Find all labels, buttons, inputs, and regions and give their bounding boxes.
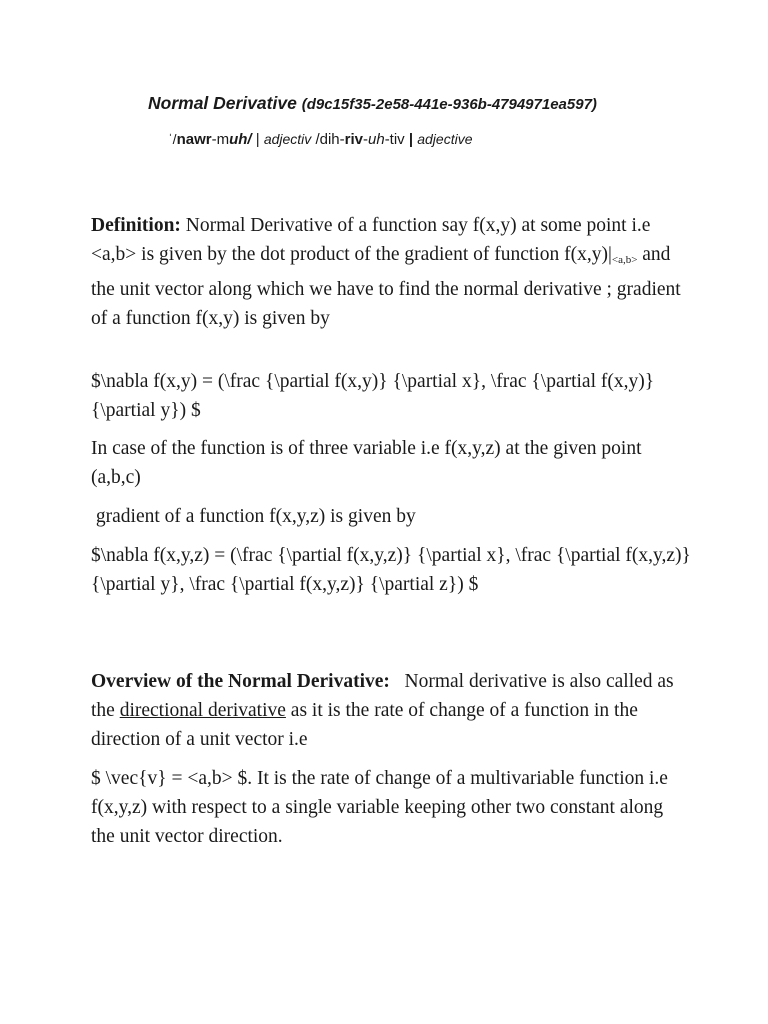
title-id: (d9c15f35-2e58-441e-936b-4794971ea597) bbox=[301, 96, 597, 113]
pron-part: uh/ bbox=[229, 131, 252, 148]
pron-part: -tiv bbox=[384, 131, 409, 148]
pron-part: uh bbox=[368, 131, 385, 148]
pron-part: - bbox=[363, 131, 368, 148]
pron-part: /dih- bbox=[311, 131, 345, 148]
pron-part: ˈ/ bbox=[168, 131, 177, 147]
gradient-3d-intro: gradient of a function f(x,y,z) is given by bbox=[91, 506, 416, 527]
directional-derivative-link[interactable]: directional derivative bbox=[119, 700, 286, 721]
pron-part: | bbox=[408, 131, 418, 148]
formula-2d: $\nabla f(x,y) = (\frac {\partial f(x,y)} {\partial x}, \frac {\partial f(x,y)} {\partial y}) $ bbox=[91, 371, 655, 421]
overview-paragraph bbox=[91, 667, 691, 754]
formula-3d: $\nabla f(x,y,z) = (\frac {\partial f(x,y,z)} {\partial x}, \frac {\partial f(x,y,z)} {\partial y}, \frac {\partial f(x,y,z)} {\partial z}) $ bbox=[91, 545, 691, 595]
document-title bbox=[148, 93, 597, 114]
overview-text-a: Normal derivative is also called as the bbox=[91, 671, 679, 721]
definition-text-b: and the unit vector along which we have to find the normal derivative ; gradient of a function f(x,y) is given by bbox=[91, 244, 681, 329]
pron-part: nawr bbox=[176, 131, 212, 148]
overview-label: Overview of the Normal Derivative: bbox=[91, 671, 390, 692]
three-variable-intro: In case of the function is of three variable i.e f(x,y,z) at the given point (a,b,c) bbox=[91, 438, 642, 488]
definition-paragraph bbox=[91, 211, 691, 333]
pron-part: riv bbox=[344, 131, 363, 148]
definition-label: Definition: bbox=[91, 215, 181, 236]
closing-paragraph: $ \vec{v} = <a,b> $. It is the rate of change of a multivariable function i.e f(x,y,z) with respect to a single variable keeping other two constant along the unit vector direction. bbox=[91, 768, 668, 847]
pronunciation-line bbox=[168, 131, 473, 148]
pron-part: | bbox=[251, 131, 264, 148]
definition-subscript: <a,b> bbox=[611, 254, 638, 266]
definition-text-a: Normal Derivative of a function say f(x,y) at some point i.e <a,b> is given by the dot product of the gradient of function f(x,y)| bbox=[91, 215, 651, 265]
pron-part: adjectiv bbox=[263, 131, 312, 147]
overview-text-b: as it is the rate of change of a function in the direction of a unit vector i.e bbox=[91, 700, 638, 750]
title-main: Normal Derivative bbox=[148, 93, 297, 113]
pron-part: adjective bbox=[417, 131, 473, 147]
pron-part: -m bbox=[211, 131, 230, 148]
